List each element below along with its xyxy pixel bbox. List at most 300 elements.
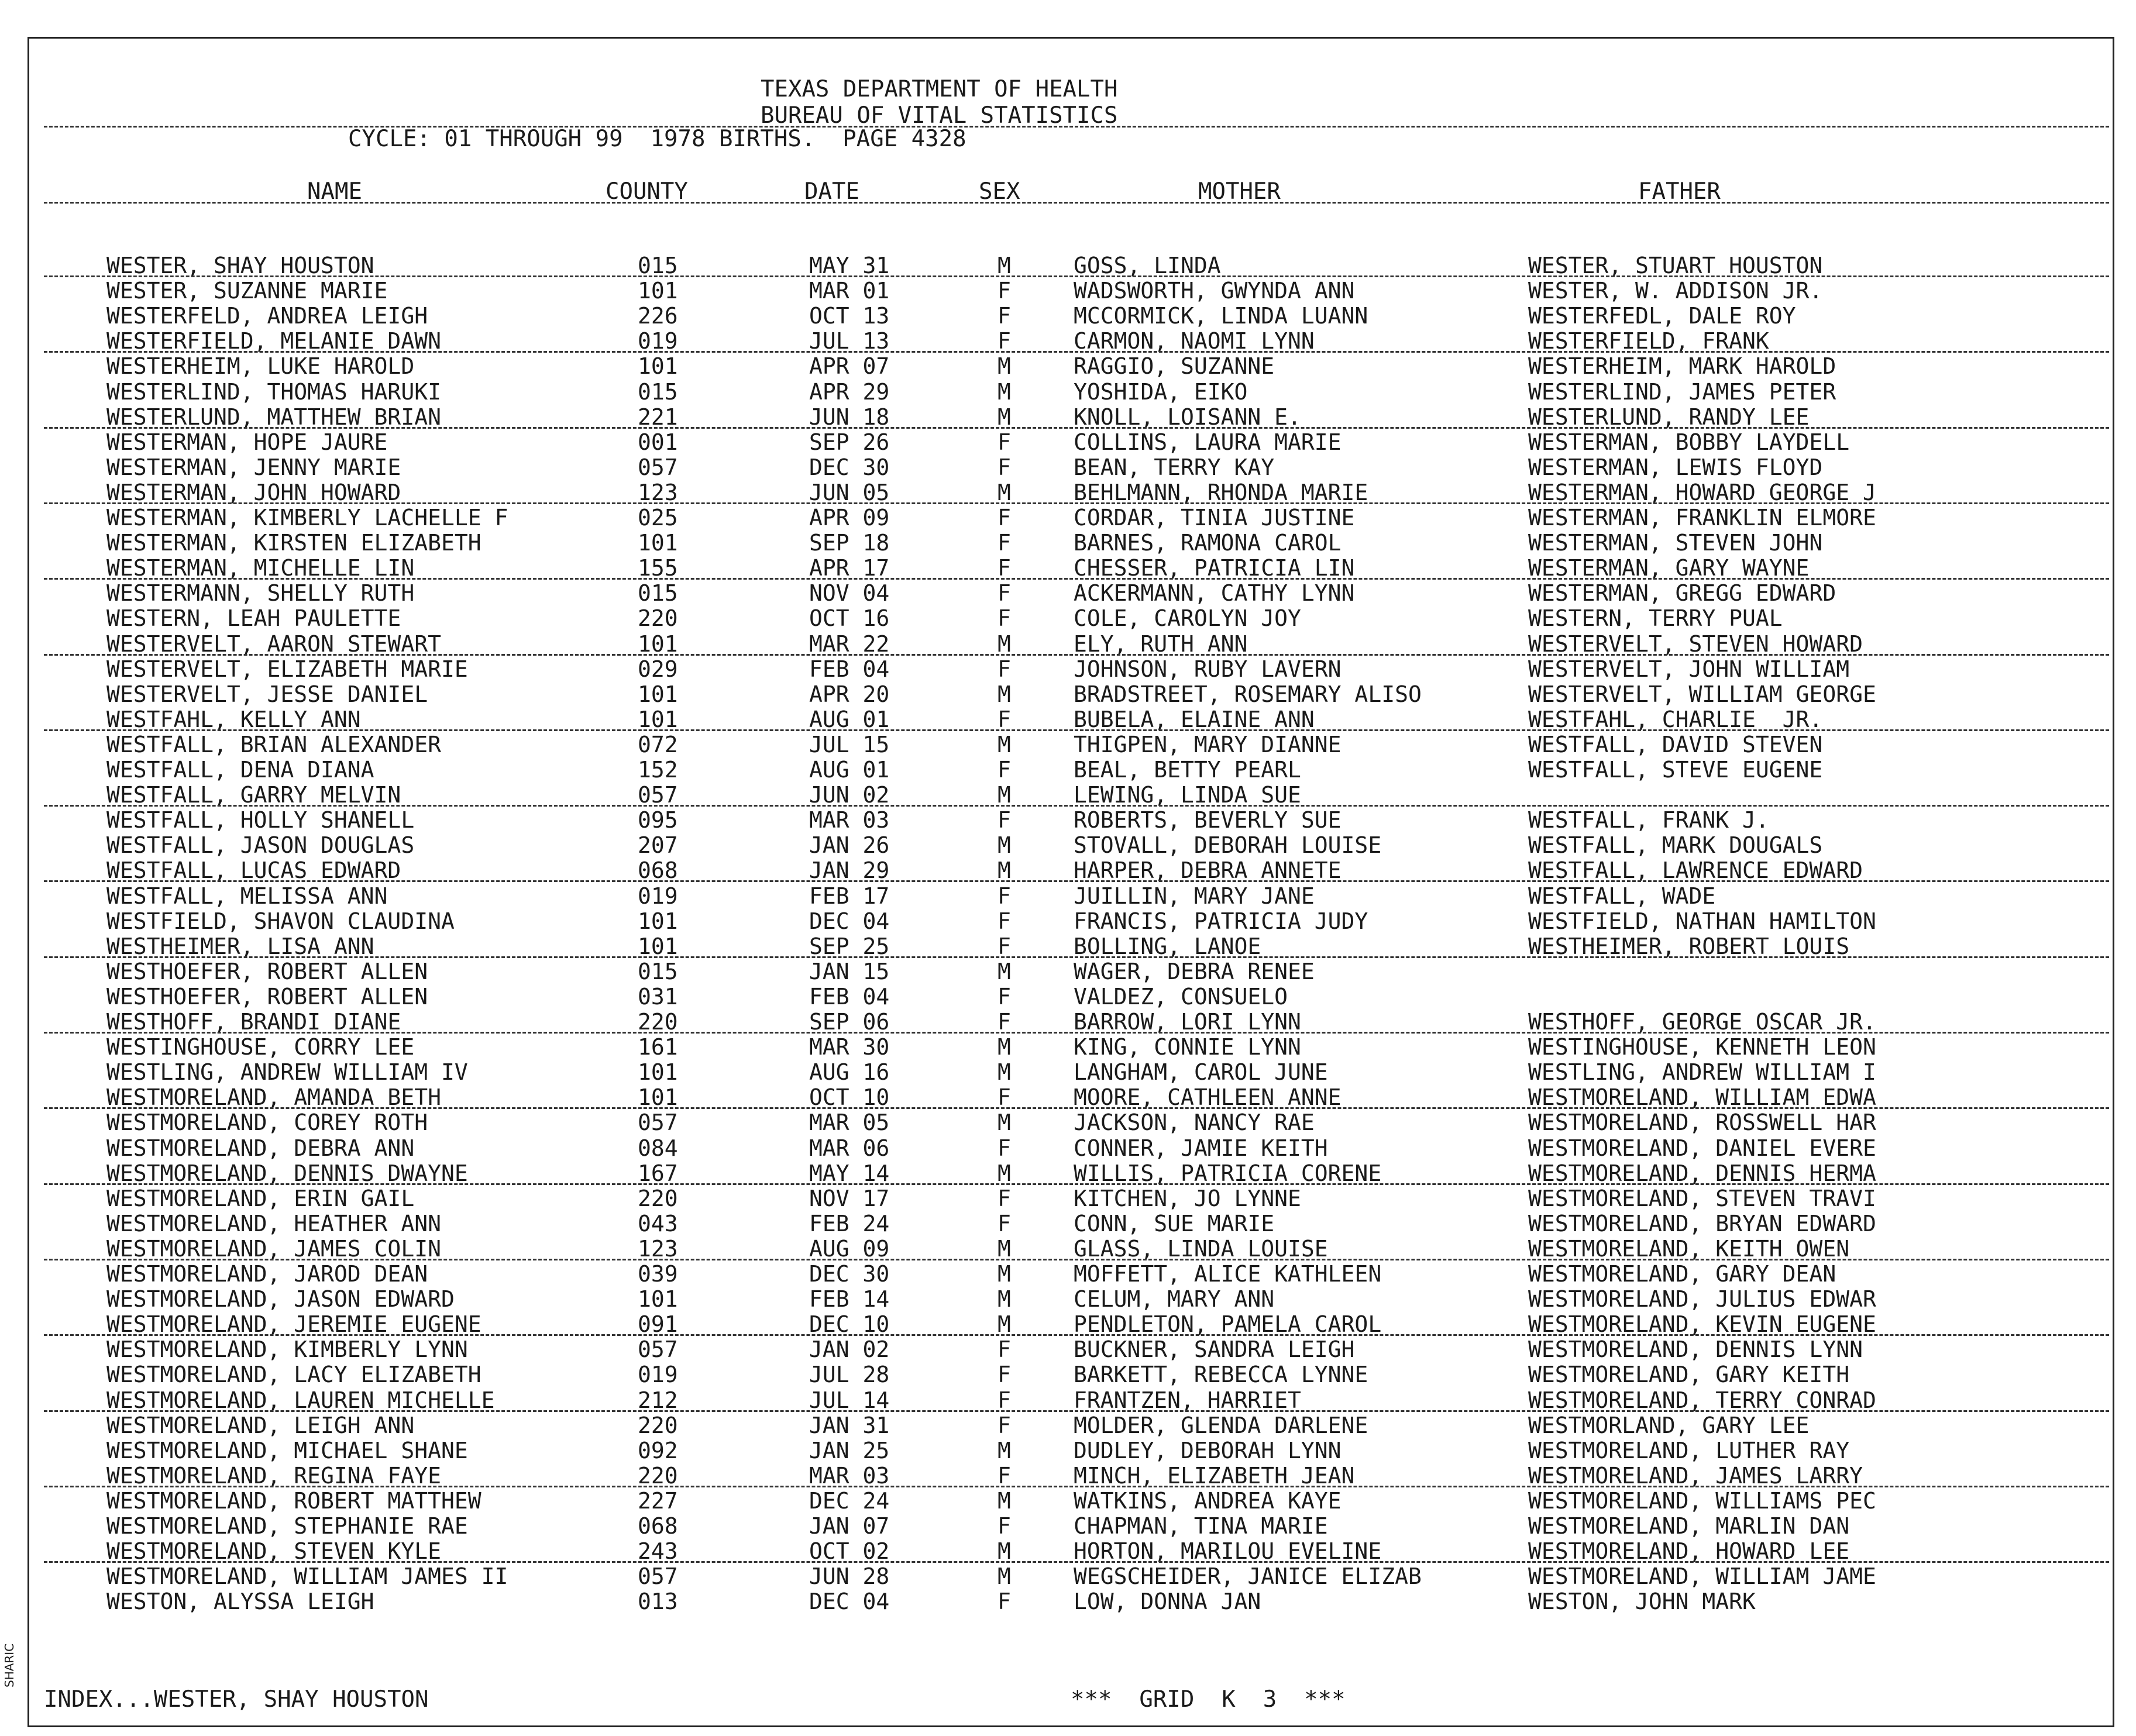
record-county: 220 xyxy=(638,1412,678,1438)
record-date: MAR 01 xyxy=(809,278,890,304)
record-date: APR 20 xyxy=(809,681,890,707)
table-row xyxy=(0,1010,2136,1035)
table-row xyxy=(0,732,2136,757)
record-date: OCT 13 xyxy=(809,303,890,329)
record-name: WESTFIELD, SHAVON CLAUDINA xyxy=(106,908,455,934)
record-name: WESTMORELAND, STEPHANIE RAE xyxy=(106,1513,468,1539)
record-county: 101 xyxy=(638,631,678,657)
record-mother: BUBELA, ELAINE ANN xyxy=(1074,706,1315,732)
record-father: WESTERMAN, FRANKLIN ELMORE xyxy=(1528,505,1876,531)
record-date: MAY 31 xyxy=(809,253,890,278)
row-group-divider xyxy=(44,351,2109,353)
record-date: AUG 09 xyxy=(809,1235,890,1262)
record-name: WESTERMAN, KIMBERLY LACHELLE F xyxy=(106,505,508,531)
record-father: WESTERHEIM, MARK HAROLD xyxy=(1528,353,1836,380)
record-county: 161 xyxy=(638,1034,678,1060)
record-county: 072 xyxy=(638,731,678,757)
table-row xyxy=(0,455,2136,480)
record-name: WESTMORELAND, REGINA FAYE xyxy=(106,1462,441,1489)
record-mother: WEGSCHEIDER, JANICE ELIZAB xyxy=(1074,1563,1422,1590)
record-mother: MCCORMICK, LINDA LUANN xyxy=(1074,303,1368,329)
record-sex: M xyxy=(998,631,1011,657)
record-county: 091 xyxy=(638,1311,678,1338)
record-county: 221 xyxy=(638,404,678,430)
record-father: WESTERLIND, JAMES PETER xyxy=(1528,378,1836,405)
record-sex: F xyxy=(998,757,1011,783)
record-county: 057 xyxy=(638,1563,678,1590)
record-date: JUN 28 xyxy=(809,1563,890,1590)
record-county: 101 xyxy=(638,1084,678,1111)
record-sex: F xyxy=(998,706,1011,732)
record-sex: F xyxy=(998,505,1011,531)
record-mother: BARROW, LORI LYNN xyxy=(1074,1009,1301,1035)
record-sex: F xyxy=(998,933,1011,959)
record-name: WESTERVELT, JESSE DANIEL xyxy=(106,681,428,707)
record-father: WESTMORELAND, WILLIAM JAME xyxy=(1528,1563,1876,1590)
record-father: WESTFAHL, CHARLIE JR. xyxy=(1528,706,1823,732)
record-sex: F xyxy=(998,605,1011,632)
column-header-divider xyxy=(44,202,2109,204)
record-father: WESTERVELT, STEVEN HOWARD xyxy=(1528,631,1863,657)
table-row xyxy=(0,1110,2136,1135)
record-mother: MOLDER, GLENDA DARLENE xyxy=(1074,1412,1368,1438)
record-county: 123 xyxy=(638,1235,678,1262)
record-name: WESTHOFF, BRANDI DIANE xyxy=(106,1009,401,1035)
record-sex: M xyxy=(998,958,1011,984)
record-county: 084 xyxy=(638,1135,678,1161)
record-date: FEB 04 xyxy=(809,983,890,1010)
record-date: DEC 10 xyxy=(809,1311,890,1338)
record-county: 057 xyxy=(638,1337,678,1363)
record-name: WESTMORELAND, LACY ELIZABETH xyxy=(106,1362,481,1388)
table-row xyxy=(0,757,2136,783)
record-county: 101 xyxy=(638,1286,678,1313)
row-group-divider xyxy=(44,427,2109,429)
record-mother: GLASS, LINDA LOUISE xyxy=(1074,1235,1328,1262)
record-name: WESTMORELAND, ROBERT MATTHEW xyxy=(106,1487,481,1514)
table-row xyxy=(0,984,2136,1010)
record-mother: MOFFETT, ALICE KATHLEEN xyxy=(1074,1261,1382,1287)
row-group-divider xyxy=(44,1561,2109,1563)
record-county: 019 xyxy=(638,883,678,909)
column-header-name: NAME xyxy=(307,178,362,205)
table-row xyxy=(0,405,2136,430)
table-row xyxy=(0,1287,2136,1312)
table-row xyxy=(0,1413,2136,1438)
record-county: 101 xyxy=(638,530,678,556)
record-name: WESTMORELAND, JAMES COLIN xyxy=(106,1235,441,1262)
record-name: WESTERLIND, THOMAS HARUKI xyxy=(106,378,441,405)
record-date: SEP 18 xyxy=(809,530,890,556)
record-mother: BUCKNER, SANDRA LEIGH xyxy=(1074,1337,1355,1363)
record-county: 220 xyxy=(638,1462,678,1489)
record-father: WESTERFEDL, DALE ROY xyxy=(1528,303,1796,329)
record-name: WESTON, ALYSSA LEIGH xyxy=(106,1589,374,1615)
record-name: WESTMORELAND, JAROD DEAN xyxy=(106,1261,428,1287)
record-date: JAN 31 xyxy=(809,1412,890,1438)
record-father: WESTERMAN, GREGG EDWARD xyxy=(1528,580,1836,607)
table-row xyxy=(0,480,2136,505)
record-father: WESTERLUND, RANDY LEE xyxy=(1528,404,1810,430)
row-group-divider xyxy=(44,1032,2109,1034)
record-name: WESTINGHOUSE, CORRY LEE xyxy=(106,1034,415,1060)
record-sex: M xyxy=(998,1437,1011,1463)
table-row xyxy=(0,858,2136,883)
record-sex: F xyxy=(998,1513,1011,1539)
row-group-divider xyxy=(44,1183,2109,1185)
record-father: WESTMORELAND, STEVEN TRAVI xyxy=(1528,1185,1876,1211)
record-mother: WAGER, DEBRA RENEE xyxy=(1074,958,1315,984)
record-sex: F xyxy=(998,1337,1011,1363)
record-mother: JACKSON, NANCY RAE xyxy=(1074,1110,1315,1136)
record-county: 068 xyxy=(638,1513,678,1539)
record-date: JUN 02 xyxy=(809,782,890,808)
row-group-divider xyxy=(44,880,2109,882)
record-sex: F xyxy=(998,429,1011,455)
record-name: WESTMORELAND, LEIGH ANN xyxy=(106,1412,415,1438)
record-county: 019 xyxy=(638,1362,678,1388)
record-date: DEC 24 xyxy=(809,1487,890,1514)
record-name: WESTERVELT, AARON STEWART xyxy=(106,631,441,657)
record-name: WESTMORELAND, COREY ROTH xyxy=(106,1110,428,1136)
record-father: WESTHOFF, GEORGE OSCAR JR. xyxy=(1528,1009,1876,1035)
record-mother: RAGGIO, SUZANNE xyxy=(1074,353,1275,380)
record-name: WESTMORELAND, STEVEN KYLE xyxy=(106,1538,441,1565)
record-mother: YOSHIDA, EIKO xyxy=(1074,378,1248,405)
record-name: WESTFALL, MELISSA ANN xyxy=(106,883,388,909)
record-date: AUG 01 xyxy=(809,757,890,783)
record-sex: M xyxy=(998,1034,1011,1060)
record-sex: M xyxy=(998,731,1011,757)
record-name: WESTERHEIM, LUKE HAROLD xyxy=(106,353,415,380)
record-sex: F xyxy=(998,656,1011,682)
record-date: JAN 02 xyxy=(809,1337,890,1363)
record-name: WESTFALL, JASON DOUGLAS xyxy=(106,832,415,859)
record-mother: GOSS, LINDA xyxy=(1074,253,1221,278)
record-date: APR 17 xyxy=(809,555,890,581)
record-sex: M xyxy=(998,378,1011,405)
record-county: 025 xyxy=(638,505,678,531)
record-name: WESTHOEFER, ROBERT ALLEN xyxy=(106,983,428,1010)
record-county: 101 xyxy=(638,908,678,934)
record-date: FEB 17 xyxy=(809,883,890,909)
record-mother: KITCHEN, JO LYNNE xyxy=(1074,1185,1301,1211)
record-name: WESTHOEFER, ROBERT ALLEN xyxy=(106,958,428,984)
record-date: MAR 03 xyxy=(809,807,890,833)
table-row xyxy=(0,329,2136,354)
column-header-county: COUNTY xyxy=(606,178,688,205)
table-row xyxy=(0,1186,2136,1211)
record-father: WESTMORELAND, LUTHER RAY xyxy=(1528,1437,1850,1463)
record-county: 057 xyxy=(638,1110,678,1136)
record-mother: CHAPMAN, TINA MARIE xyxy=(1074,1513,1328,1539)
record-mother: THIGPEN, MARY DIANNE xyxy=(1074,731,1342,757)
record-date: AUG 16 xyxy=(809,1059,890,1086)
record-father: WESTMORELAND, KEVIN EUGENE xyxy=(1528,1311,1876,1338)
record-county: 029 xyxy=(638,656,678,682)
record-father: WESTMORELAND, HOWARD LEE xyxy=(1528,1538,1850,1565)
record-sex: F xyxy=(998,328,1011,354)
row-group-divider xyxy=(44,729,2109,731)
record-name: WESTER, SUZANNE MARIE xyxy=(106,278,388,304)
table-row xyxy=(0,707,2136,732)
record-name: WESTERFIELD, MELANIE DAWN xyxy=(106,328,441,354)
column-header-date: DATE xyxy=(804,178,859,205)
record-father: WESTERMAN, LEWIS FLOYD xyxy=(1528,454,1823,480)
record-date: FEB 04 xyxy=(809,656,890,682)
table-row xyxy=(0,884,2136,909)
record-county: 243 xyxy=(638,1538,678,1565)
record-sex: F xyxy=(998,1589,1011,1615)
record-mother: WADSWORTH, GWYNDA ANN xyxy=(1074,278,1355,304)
table-row xyxy=(0,606,2136,631)
record-date: JUN 18 xyxy=(809,404,890,430)
record-sex: F xyxy=(998,807,1011,833)
record-mother: BARNES, RAMONA CAROL xyxy=(1074,530,1342,556)
record-name: WESTERFELD, ANDREA LEIGH xyxy=(106,303,428,329)
table-row xyxy=(0,959,2136,984)
record-mother: STOVALL, DEBORAH LOUISE xyxy=(1074,832,1382,859)
record-county: 101 xyxy=(638,353,678,380)
record-date: JAN 29 xyxy=(809,857,890,884)
table-row xyxy=(0,380,2136,405)
record-mother: FRANTZEN, HARRIET xyxy=(1074,1387,1301,1413)
record-county: 015 xyxy=(638,580,678,607)
record-mother: HARPER, DEBRA ANNETE xyxy=(1074,857,1342,884)
record-county: 101 xyxy=(638,278,678,304)
record-county: 057 xyxy=(638,454,678,480)
record-date: MAR 06 xyxy=(809,1135,890,1161)
record-date: APR 09 xyxy=(809,505,890,531)
record-name: WESTMORELAND, DENNIS DWAYNE xyxy=(106,1160,468,1186)
record-sex: M xyxy=(998,681,1011,707)
table-row xyxy=(0,1539,2136,1564)
table-row xyxy=(0,1337,2136,1362)
record-father: WESTFALL, FRANK J. xyxy=(1528,807,1769,833)
record-father: WESTLING, ANDREW WILLIAM I xyxy=(1528,1059,1876,1086)
column-header-sex: SEX xyxy=(979,178,1020,205)
table-row xyxy=(0,1211,2136,1236)
record-mother: WILLIS, PATRICIA CORENE xyxy=(1074,1160,1382,1186)
record-mother: CORDAR, TINIA JUSTINE xyxy=(1074,505,1355,531)
record-county: 095 xyxy=(638,807,678,833)
record-mother: CONN, SUE MARIE xyxy=(1074,1210,1275,1236)
footer-index: INDEX...WESTER, SHAY HOUSTON xyxy=(44,1686,429,1713)
record-sex: F xyxy=(998,1210,1011,1236)
record-date: MAR 05 xyxy=(809,1110,890,1136)
record-date: JAN 26 xyxy=(809,832,890,859)
record-name: WESTHEIMER, LISA ANN xyxy=(106,933,374,959)
record-sex: F xyxy=(998,908,1011,934)
record-mother: KNOLL, LOISANN E. xyxy=(1074,404,1301,430)
record-sex: F xyxy=(998,1135,1011,1161)
record-father: WESTMORELAND, ROSSWELL HAR xyxy=(1528,1110,1876,1136)
record-father: WESTMORELAND, GARY DEAN xyxy=(1528,1261,1836,1287)
record-name: WESTERMAN, MICHELLE LIN xyxy=(106,555,415,581)
record-sex: F xyxy=(998,1185,1011,1211)
record-county: 220 xyxy=(638,605,678,632)
row-group-divider xyxy=(44,578,2109,580)
table-row xyxy=(0,808,2136,833)
record-father: WESTER, STUART HOUSTON xyxy=(1528,253,1823,278)
record-date: APR 07 xyxy=(809,353,890,380)
record-name: WESTMORELAND, WILLIAM JAMES II xyxy=(106,1563,508,1590)
record-sex: F xyxy=(998,883,1011,909)
record-sex: F xyxy=(998,1084,1011,1111)
record-sex: M xyxy=(998,1261,1011,1287)
record-sex: M xyxy=(998,1538,1011,1565)
record-county: 207 xyxy=(638,832,678,859)
record-sex: F xyxy=(998,454,1011,480)
record-county: 167 xyxy=(638,1160,678,1186)
record-sex: F xyxy=(998,530,1011,556)
record-county: 092 xyxy=(638,1437,678,1463)
record-name: WESTERMANN, SHELLY RUTH xyxy=(106,580,415,607)
record-date: JAN 25 xyxy=(809,1437,890,1463)
record-sex: M xyxy=(998,1235,1011,1262)
record-date: JUN 05 xyxy=(809,479,890,505)
table-row xyxy=(0,430,2136,455)
record-date: JAN 07 xyxy=(809,1513,890,1539)
row-group-divider xyxy=(44,275,2109,277)
record-mother: WATKINS, ANDREA KAYE xyxy=(1074,1487,1342,1514)
record-date: OCT 10 xyxy=(809,1084,890,1111)
table-row xyxy=(0,1161,2136,1186)
record-sex: M xyxy=(998,479,1011,505)
record-sex: M xyxy=(998,857,1011,884)
row-group-divider xyxy=(44,1259,2109,1260)
record-date: FEB 24 xyxy=(809,1210,890,1236)
record-date: DEC 30 xyxy=(809,454,890,480)
record-father: WESTERVELT, WILLIAM GEORGE xyxy=(1528,681,1876,707)
record-mother: ACKERMANN, CATHY LYNN xyxy=(1074,580,1355,607)
record-sex: F xyxy=(998,1362,1011,1388)
record-mother: KING, CONNIE LYNN xyxy=(1074,1034,1301,1060)
table-row xyxy=(0,354,2136,379)
record-name: WESTER, SHAY HOUSTON xyxy=(106,253,374,278)
record-mother: COLLINS, LAURA MARIE xyxy=(1074,429,1342,455)
record-name: WESTMORELAND, JASON EDWARD xyxy=(106,1286,455,1313)
table-row xyxy=(0,1136,2136,1161)
record-county: 015 xyxy=(638,958,678,984)
record-sex: M xyxy=(998,1160,1011,1186)
record-county: 057 xyxy=(638,782,678,808)
table-row xyxy=(0,934,2136,959)
record-father: WESTFALL, STEVE EUGENE xyxy=(1528,757,1823,783)
record-sex: M xyxy=(998,1110,1011,1136)
row-group-divider xyxy=(44,805,2109,807)
record-sex: M xyxy=(998,1563,1011,1590)
record-sex: F xyxy=(998,555,1011,581)
record-mother: BEAN, TERRY KAY xyxy=(1074,454,1275,480)
table-row xyxy=(0,1438,2136,1463)
record-county: 019 xyxy=(638,328,678,354)
record-father: WESTMORELAND, DENNIS HERMA xyxy=(1528,1160,1876,1186)
row-group-divider xyxy=(44,1410,2109,1412)
record-date: NOV 04 xyxy=(809,580,890,607)
record-date: AUG 01 xyxy=(809,706,890,732)
record-county: 226 xyxy=(638,303,678,329)
record-father: WESTERN, TERRY PUAL xyxy=(1528,605,1783,632)
record-county: 152 xyxy=(638,757,678,783)
record-father: WESTMORELAND, WILLIAMS PEC xyxy=(1528,1487,1876,1514)
record-mother: DUDLEY, DEBORAH LYNN xyxy=(1074,1437,1342,1463)
record-father: WESTFALL, MARK DOUGALS xyxy=(1528,832,1823,859)
record-mother: CONNER, JAMIE KEITH xyxy=(1074,1135,1328,1161)
record-sex: M xyxy=(998,782,1011,808)
record-county: 155 xyxy=(638,555,678,581)
record-sex: F xyxy=(998,1009,1011,1035)
record-date: JAN 15 xyxy=(809,958,890,984)
record-date: MAR 22 xyxy=(809,631,890,657)
record-sex: F xyxy=(998,1387,1011,1413)
record-name: WESTMORELAND, AMANDA BETH xyxy=(106,1084,441,1111)
record-date: OCT 02 xyxy=(809,1538,890,1565)
record-father: WESTERMAN, STEVEN JOHN xyxy=(1528,530,1823,556)
table-row xyxy=(0,1388,2136,1413)
table-row xyxy=(0,1035,2136,1060)
record-father: WESTMORELAND, JULIUS EDWAR xyxy=(1528,1286,1876,1313)
record-sex: M xyxy=(998,1286,1011,1313)
record-name: WESTMORELAND, MICHAEL SHANE xyxy=(106,1437,468,1463)
record-sex: M xyxy=(998,1311,1011,1338)
record-mother: PENDLETON, PAMELA CAROL xyxy=(1074,1311,1382,1338)
record-name: WESTERMAN, JOHN HOWARD xyxy=(106,479,401,505)
record-county: 031 xyxy=(638,983,678,1010)
row-group-divider xyxy=(44,1107,2109,1109)
table-row xyxy=(0,682,2136,707)
record-mother: BEHLMANN, RHONDA MARIE xyxy=(1074,479,1368,505)
record-date: NOV 17 xyxy=(809,1185,890,1211)
record-name: WESTFALL, GARRY MELVIN xyxy=(106,782,401,808)
agency-title: TEXAS DEPARTMENT OF HEALTH xyxy=(761,76,1118,102)
record-mother: LANGHAM, CAROL JUNE xyxy=(1074,1059,1328,1086)
record-father: WESTMORELAND, DANIEL EVERE xyxy=(1528,1135,1876,1161)
table-row xyxy=(0,1564,2136,1589)
record-mother: BARKETT, REBECCA LYNNE xyxy=(1074,1362,1368,1388)
column-header-father: FATHER xyxy=(1638,178,1721,205)
row-group-divider xyxy=(44,956,2109,958)
record-county: 015 xyxy=(638,378,678,405)
record-father: WESTERMAN, BOBBY LAYDELL xyxy=(1528,429,1850,455)
record-father: WESTFALL, LAWRENCE EDWARD xyxy=(1528,857,1863,884)
record-sex: F xyxy=(998,1412,1011,1438)
record-mother: HORTON, MARILOU EVELINE xyxy=(1074,1538,1382,1565)
record-sex: M xyxy=(998,1059,1011,1086)
record-mother: MINCH, ELIZABETH JEAN xyxy=(1074,1462,1355,1489)
record-mother: MOORE, CATHLEEN ANNE xyxy=(1074,1084,1342,1111)
table-row xyxy=(0,1085,2136,1110)
footer-grid: *** GRID K 3 *** xyxy=(1071,1686,1346,1713)
record-sex: M xyxy=(998,404,1011,430)
record-name: WESTMORELAND, DEBRA ANN xyxy=(106,1135,415,1161)
record-date: SEP 06 xyxy=(809,1009,890,1035)
table-row xyxy=(0,833,2136,858)
record-name: WESTERMAN, KIRSTEN ELIZABETH xyxy=(106,530,481,556)
record-father: WESTERFIELD, FRANK xyxy=(1528,328,1769,354)
record-name: WESTFALL, LUCAS EDWARD xyxy=(106,857,401,884)
record-name: WESTFALL, HOLLY SHANELL xyxy=(106,807,415,833)
record-county: 212 xyxy=(638,1387,678,1413)
table-row xyxy=(0,657,2136,682)
record-mother: JOHNSON, RUBY LAVERN xyxy=(1074,656,1342,682)
record-name: WESTFALL, DENA DIANA xyxy=(106,757,374,783)
record-date: MAR 03 xyxy=(809,1462,890,1489)
table-row xyxy=(0,278,2136,304)
record-date: SEP 26 xyxy=(809,429,890,455)
record-mother: LOW, DONNA JAN xyxy=(1074,1589,1261,1615)
table-row xyxy=(0,1312,2136,1337)
